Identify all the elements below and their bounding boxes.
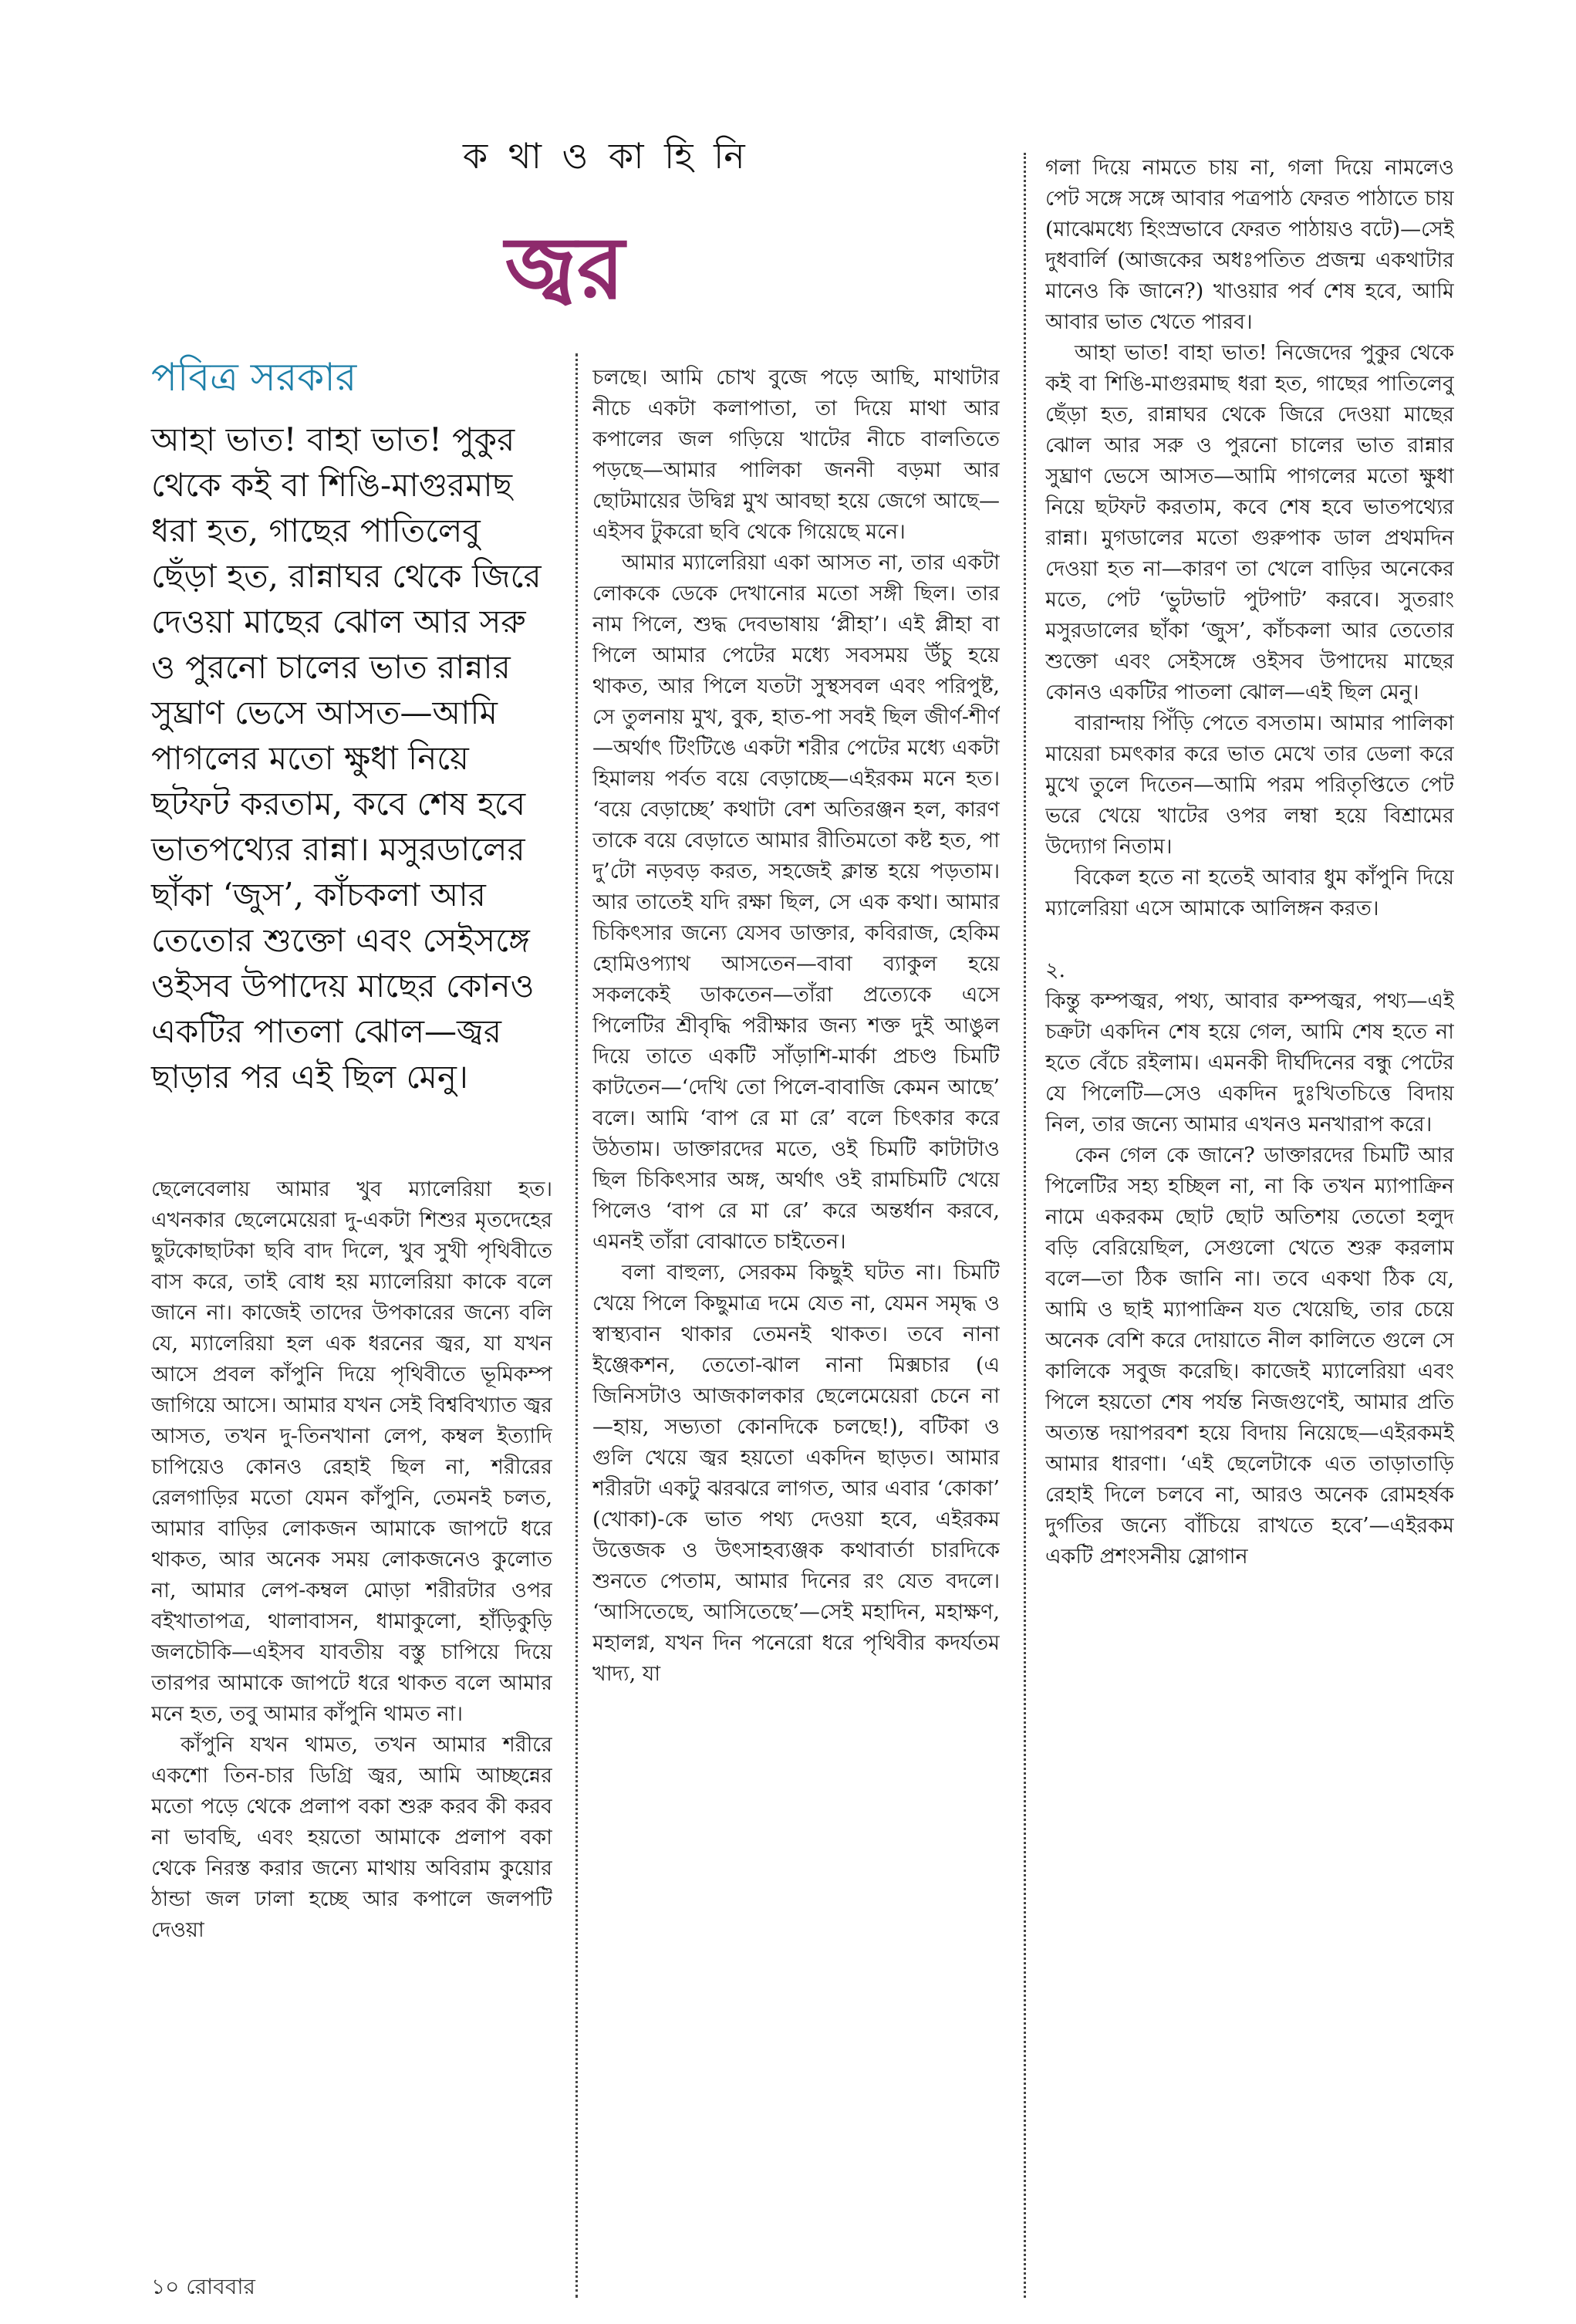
column-divider <box>575 353 578 2298</box>
column-2 <box>592 363 1000 2176</box>
article-title: জ্বর <box>505 218 625 319</box>
paragraph: চলছে। আমি চোখ বুজে পড়ে আছি, মাথাটার নীচে একটা কলাপাতা, তা দিয়ে মাথা আর কপালের জল গড়িয়ে খাটের নীচে বালতিতে পড়ছে—আমার পালিকা জননী বড়মা আর ছোটমায়ের উদ্বিগ্ন মুখ আবছা হয়ে জেগে আছে—এইসব টুকরো ছবি থেকে গিয়েছে মনে। <box>592 366 1000 544</box>
page-folio: ১০ রোববার <box>151 2274 255 2299</box>
paragraph: বলা বাহুল্য, সেরকম কিছুই ঘটত না। চিমটি খেয়ে পিলে কিছুমাত্র দমে যেত না, যেমন সমৃদ্ধ ও স্বাস্থ্যবান থাকার তেমনই থাকত। তবে নানা ইঞ্জেকশন, তেতো-ঝাল নানা মিক্সচার (এ জিনিসটাও আজকালকার ছেলেমেয়েরা চেনে না—হায়, সভ্যতা কোনদিকে চলছে!), বটিকা ও গুলি খেয়ে জ্বর হয়তো একদিন ছাড়ত। আমার শরীরটা একটু ঝরঝরে লাগত, আর এবার ‘কোকা’ (খোকা)-কে ভাত পথ্য দেওয়া হবে, এইরকম উত্তেজক ও উৎসাহব্যঞ্জক কথাবার্তা চারদিকে শুনতে পেতাম, আমার দিনের রং যেত বদলে। ‘আসিতেছে, আসিতেছে’—সেই মহাদিন, মহাক্ষণ, মহালগ্ন, যখন দিন পনেরো ধরে পৃথিবীর কদর্যতম খাদ্য, যা <box>592 1261 1000 1686</box>
paragraph: আহা ভাত! বাহা ভাত! নিজেদের পুকুর থেকে কই বা শিঙি-মাগুরমাছ ধরা হত, গাছের পাতিলেবু ছেঁড়া হত, রান্নাঘর থেকে জিরে দেওয়া মাছের ঝোল আর সরু ও পুরনো চালের ভাত রান্নার সুঘ্রাণ ভেসে আসত—আমি পাগলের মতো ক্ষুধা নিয়ে ছটফট করতাম, কবে শেষ হবে ভাতপথ্যের রান্না। মুগডালের মতো গুরুপাক ডাল প্রথমদিন দেওয়া হত না—কারণ তা খেলে বাড়ির অনেকের মতে, পেট ‘ভুটভাট পুটপাট’ করবে। সুতরাং মসুরডালের ছাঁকা ‘জুস’, কাঁচকলা আর তেতোর শুক্তো এবং সেইসঙ্গে ওইসব উপাদেয় মাছের কোনও একটির পাতলা ঝোল—এই ছিল মেনু। <box>1045 341 1454 704</box>
paragraph: আমার ম্যালেরিয়া একা আসত না, তার একটা লোককে ডেকে দেখানোর মতো সঙ্গী ছিল। তার নাম পিলে, শুদ্ধ দেবভাষায় ‘প্লীহা’। এই প্লীহা বা পিলে আমার পেটের মধ্যে সবসময় উঁচু হয়ে থাকত, আর পিলে যতটা সুস্থসবল এবং পরিপুষ্ট, সে তুলনায় মুখ, বুক, হাত-পা সবই ছিল জীর্ণ-শীর্ণ—অর্থাৎ টিংটিঙে একটা শরীর পেটের মধ্যে একটা হিমালয় পর্বত বয়ে বেড়াচ্ছে—এইরকম মনে হত। ‘বয়ে বেড়াচ্ছে’ কথাটা বেশ অতিরঞ্জন হল, কারণ তাকে বয়ে বেড়াতে আমার রীতিমতো কষ্ট হত, পা দু’টো নড়বড় করত, সহজেই ক্লান্ত হয়ে পড়তাম। আর তাতেই যদি রক্ষা ছিল, সে এক কথা। আমার চিকিৎসার জন্যে যেসব ডাক্তার, কবিরাজ, হেকিম হোমিওপ্যাথ আসতেন—বাবা ব্যাকুল হয়ে সকলকেই ডাকতেন—তাঁরা প্রত্যেকে এসে পিলেটির শ্রীবৃদ্ধি পরীক্ষার জন্য শক্ত দুই আঙুল দিয়ে তাতে একটি সাঁড়াশি-মার্কা প্রচণ্ড চিমটি কাটতেন—‘দেখি তো পিলে-বাবাজি কেমন আছে’ বলে। আমি ‘বাপ রে মা রে’ বলে চিৎকার করে উঠতাম। ডাক্তারদের মতে, ওই চিমটি কাটাটাও ছিল চিকিৎসার অঙ্গ, অর্থাৎ ওই রামচিমটি খেয়ে পিলেও ‘বাপ রে মা রে’ করে অন্তর্ধান করবে, এমনই তাঁরা বোঝাতে চাইতেন। <box>592 551 1000 1254</box>
section-kicker: ক থা ও কা হি নি <box>463 135 750 177</box>
paragraph: কাঁপুনি যখন থামত, তখন আমার শরীরে একশো তিন-চার ডিগ্রি জ্বর, আমি আচ্ছন্নের মতো পড়ে থেকে প্রলাপ বকা শুরু করব কী করব না ভাবছি, এবং হয়তো আমাকে প্রলাপ বকা থেকে নিরস্ত করার জন্যে মাথায় অবিরাম কুয়োর ঠান্ডা জল ঢালা হচ্ছে আর কপালে জলপটি দেওয়া <box>151 1733 552 1942</box>
column-3 <box>1045 153 1454 2182</box>
column-divider <box>1024 153 1026 2298</box>
section-number: ২. <box>1045 958 1066 982</box>
paragraph: কিন্তু কম্পজ্বর, পথ্য, আবার কম্পজ্বর, পথ্য—এই চক্রটা একদিন শেষ হয়ে গেল, আমি শেষ হতে না হতে বেঁচে রইলাম। এমনকী দীর্ঘদিনের বন্ধু পেটের যে পিলেটি—সেও একদিন দুঃখিতচিত্তে বিদায় নিল, তার জন্যে আমার এখনও মনখারাপ করে। <box>1045 989 1454 1137</box>
paragraph: গলা দিয়ে নামতে চায় না, গলা দিয়ে নামলেও পেট সঙ্গে সঙ্গে আবার পত্রপাঠ ফেরত পাঠাতে চায় (মাঝেমধ্যে হিংস্রভাবে ফেরত পাঠায়ও বটে)—সেই দুধবার্লি (আজকের অধঃপতিত প্রজন্ম একথাটার মানেও কি জানে?) খাওয়ার পর্ব শেষ হবে, আমি আবার ভাত খেতে পারব। <box>1045 156 1454 334</box>
paragraph: ছেলেবেলায় আমার খুব ম্যালেরিয়া হত। এখনকার ছেলেমেয়েরা দু-একটা শিশুর মৃতদেহের ছুটকোছাটকা ছবি বাদ দিলে, খুব সুখী পৃথিবীতে বাস করে, তাই বোধ হয় ম্যালেরিয়া কাকে বলে জানে না। কাজেই তাদের উপকারের জন্যে বলি যে, ম্যালেরিয়া হল এক ধরনের জ্বর, যা যখন আসে প্রবল কাঁপুনি দিয়ে পৃথিবীতে ভূমিকম্প জাগিয়ে আসে। আমার যখন সেই বিশ্ববিখ্যাত জ্বর আসত, তখন দু-তিনখানা লেপ, কম্বল ইত্যাদি চাপিয়েও কোনও রেহাই ছিল না, শরীরের রেলগাড়ির মতো যেমন কাঁপুনি, তেমনই চলত, আমার বাড়ির লোকজন আমাকে জাপটে ধরে থাকত, আর অনেক সময় লোকজনেও কুলোত না, আমার লেপ-কম্বল মোড়া শরীরটার ওপর বইখাতাপত্র, থালাবাসন, ধামাকুলো, হাঁড়িকুড়ি জলচৌকি—এইসব যাবতীয় বস্তু চাপিয়ে দিয়ে তারপর আমাকে জাপটে ধরে থাকত বলে আমার মনে হত, তবু আমার কাঁপুনি থামত না। <box>151 1177 552 1726</box>
paragraph: কেন গেল কে জানে? ডাক্তারদের চিমটি আর পিলেটির সহ্য হচ্ছিল না, না কি তখন ম্যাপাক্রিন নামে একরকম ছোট ছোট অতিশয় তেতো হলুদ বড়ি বেরিয়েছিল, সেগুলো খেতে শুরু করলাম বলে—তা ঠিক জানি না। তবে একথা ঠিক যে, আমি ও ছাই ম্যাপাক্রিন যত খেয়েছি, তার চেয়ে অনেক বেশি করে দোয়াতে নীল কালিতে গুলে সে কালিকে সবুজ করেছি। কাজেই ম্যালেরিয়া এবং পিলে হয়তো শেষ পর্যন্ত নিজগুণেই, আমার প্রতি অত্যন্ত দয়াপরবশ হয়ে বিদায় নিয়েছে—এইরকমই আমার ধারণা। ‘এই ছেলেটাকে এত তাড়াতাড়ি রেহাই দিলে চলবে না, আরও অনেক রোমহর্ষক দুর্গতির জন্যে বাঁচিয়ে রাখতে হবে’—এইরকম একটি প্রশংসনীয় স্লোগান <box>1045 1143 1454 1569</box>
paragraph: বিকেল হতে না হতেই আবার ধুম কাঁপুনি দিয়ে ম্যালেরিয়া এসে আমাকে আলিঙ্গন করত। <box>1045 866 1454 920</box>
column-1 <box>151 1174 552 2177</box>
author-name: পবিত্র সরকার <box>151 355 357 400</box>
lead-paragraph: আহা ভাত! বাহা ভাত! পুকুর থেকে কই বা শিঙি-মাগুরমাছ ধরা হত, গাছের পাতিলেবু ছেঁড়া হত, রান্নাঘর থেকে জিরে দেওয়া মাছের ঝোল আর সরু ও পুরনো চালের ভাত রান্নার সুঘ্রাণ ভেসে আসত—আমি পাগলের মতো ক্ষুধা নিয়ে ছটফট করতাম, কবে শেষ হবে ভাতপথ্যের রান্না। মসুরডালের ছাঁকা ‘জুস’, কাঁচকলা আর তেতোর শুক্তো এবং সেইসঙ্গে ওইসব উপাদেয় মাছের কোনও একটির পাতলা ঝোল—জ্বর ছাড়ার পর এই ছিল মেনু। <box>151 421 542 1096</box>
paragraph: বারান্দায় পিঁড়ি পেতে বসতাম। আমার পালিকা মায়েরা চমৎকার করে ভাত মেখে তার ডেলা করে মুখে তুলে দিতেন—আমি পরম পরিতৃপ্তিতে পেট ভরে খেয়ে খাটের ওপর লম্বা হয়ে বিশ্রামের উদ্যোগ নিতাম। <box>1045 711 1454 859</box>
